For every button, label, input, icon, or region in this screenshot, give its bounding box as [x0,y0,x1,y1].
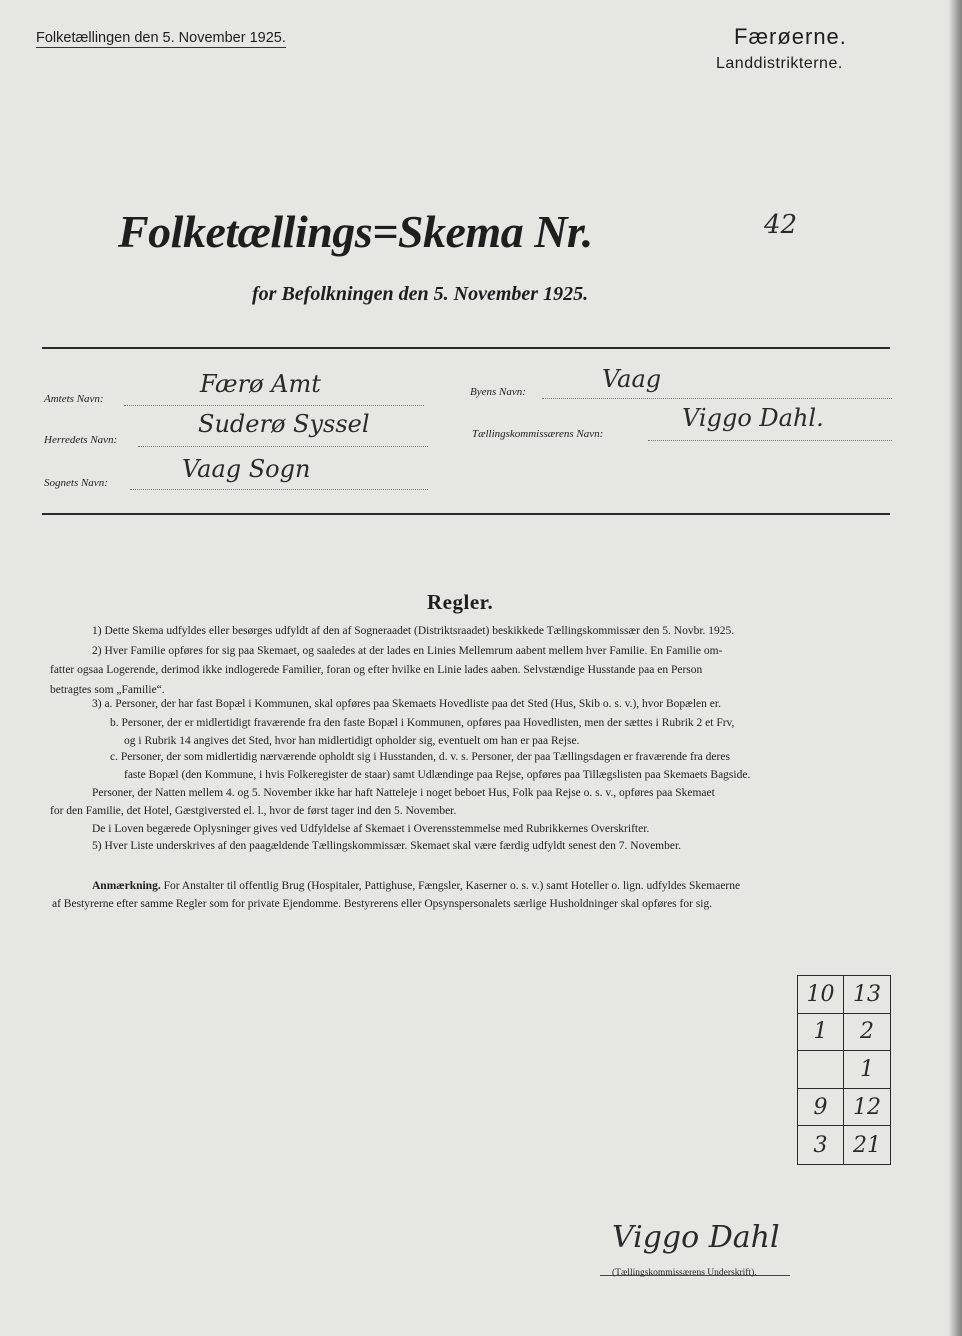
rule-line: faste Bopæl (den Kommune, i hvis Folkeregister de staar) samt Udlændinge paa Rejse, opføres paa Tillægslisten paa Skemaets Bagside. [124,769,751,781]
rule-line: Personer, der Natten mellem 4. og 5. November ikke har haft Natteleje i noget beboet Hus, Folk paa Rejse o. s. v., opføres paa Skemaet [92,787,715,799]
signature: Viggo Dahl [612,1220,780,1255]
rule-line: 2) Hver Familie opføres for sig paa Skemaet, og saaledes at der lades en Linies Mellemrum aabent mellem hver Familie. En Familie om- [92,645,723,657]
rule-line: for den Familie, det Hotel, Gæstgiversted el. l., hvor de først tager ind den 5. November. [50,805,457,817]
tally-cell: 1 [798,1014,844,1052]
form-title: Folketællings=Skema Nr. [118,206,593,257]
byens-navn-label: Byens Navn: [470,386,526,398]
rule-line: 5) Hver Liste underskrives af den paagældende Tællingskommissær. Skemaet skal være færdig udfyldt senest den 7. November. [92,840,682,852]
rule-line: De i Loven begærede Oplysninger gives ved Udfyldelse af Skemaet i Overensstemmelse med Rubrikkernes Overskrifter. [92,823,650,835]
rule-line: 1) Dette Skema udfyldes eller besørges udfyldt af den af Sogneraadet (Distriktsraadet) beskikkede Tællingskommissær den 5. Novbr. 1925. [92,625,735,637]
herredets-navn-value: Suderø Syssel [198,410,370,438]
tally-cell: 10 [798,976,844,1014]
tally-cell: 1 [844,1051,890,1089]
tally-total-cell: 21 [853,1132,881,1158]
sognets-navn-label: Sognets Navn: [44,477,108,489]
note-text-2: af Bestyrerne efter samme Regler som for private Ejendomme. Bestyrerens eller Opsynspersonalets særlige Husholdninger skal opføres for sig. [52,898,713,910]
census-date-header: Folketællingen den 5. November 1925. [36,30,286,46]
rule-line: b. Personer, der er midlertidigt fraværende fra den faste Bopæl i Kommunen, opføres paa Hovedlisten, men der sættes i Rubrik 2 et Frv, [110,717,735,729]
kommissaer-navn-value: Viggo Dahl. [682,404,824,432]
sognets-navn-value: Vaag Sogn [182,455,311,483]
rule-line: c. Personer, der som midlertidig nærværende opholdt sig i Husstanden, d. v. s. Personer, der paa Tællingsdagen er fraværende fra deres [110,751,730,763]
tally-cell [798,1051,844,1089]
rule-line: fatter ogsaa Logerende, derimod ikke indlogerede Familier, foran og efter hvilke en Linie lades aaben. Selvstændige Husstande paa en Person [50,664,703,676]
note-label: Anmærkning. [92,880,161,892]
amtets-navn-label: Amtets Navn: [44,393,104,405]
herredets-navn-label: Herredets Navn: [44,434,118,446]
top-divider [42,347,890,349]
rules-heading: Regler. [427,590,494,614]
form-number: 42 [764,210,798,240]
tally-cell: 2 [844,1014,890,1052]
rule-line: 3) a. Personer, der har fast Bopæl i Kommunen, skal opføres paa Skemaets Hovedliste paa det Sted (Hus, Skib o. s. v.), hvor Bopælen er. [92,698,721,710]
tally-cell: 12 [844,1089,890,1127]
tally-grid [797,975,891,1165]
kommissaer-navn-label: Tællingskommissærens Navn: [472,428,604,440]
note-text-1: For Anstalter til offentlig Brug (Hospitaler, Pattighuse, Fængsler, Kaserner o. s. v.) samt Hoteller o. lign. udfyldes Skemaerne [163,880,741,892]
bottom-divider [42,513,890,515]
rule-line: betragtes som „Familie“. [50,684,165,696]
tally-cell: 9 [798,1089,844,1127]
region-label: Færøerne. [734,24,847,49]
amtets-navn-value: Færø Amt [200,370,321,398]
tally-cell: 13 [844,976,890,1014]
tally-total-cell: 3 [798,1126,844,1164]
signature-label: (Tællingskommissærens Underskrift). [612,1268,757,1278]
byens-navn-value: Vaag [602,365,662,393]
note-line [92,880,740,892]
district-label: Landdistrikterne. [716,55,843,72]
rule-line: og i Rubrik 14 angives det Sted, hvor han midlertidigt opholder sig, eventuelt om han er paa Rejse. [124,735,580,747]
form-subtitle: for Befolkningen den 5. November 1925. [252,283,589,305]
